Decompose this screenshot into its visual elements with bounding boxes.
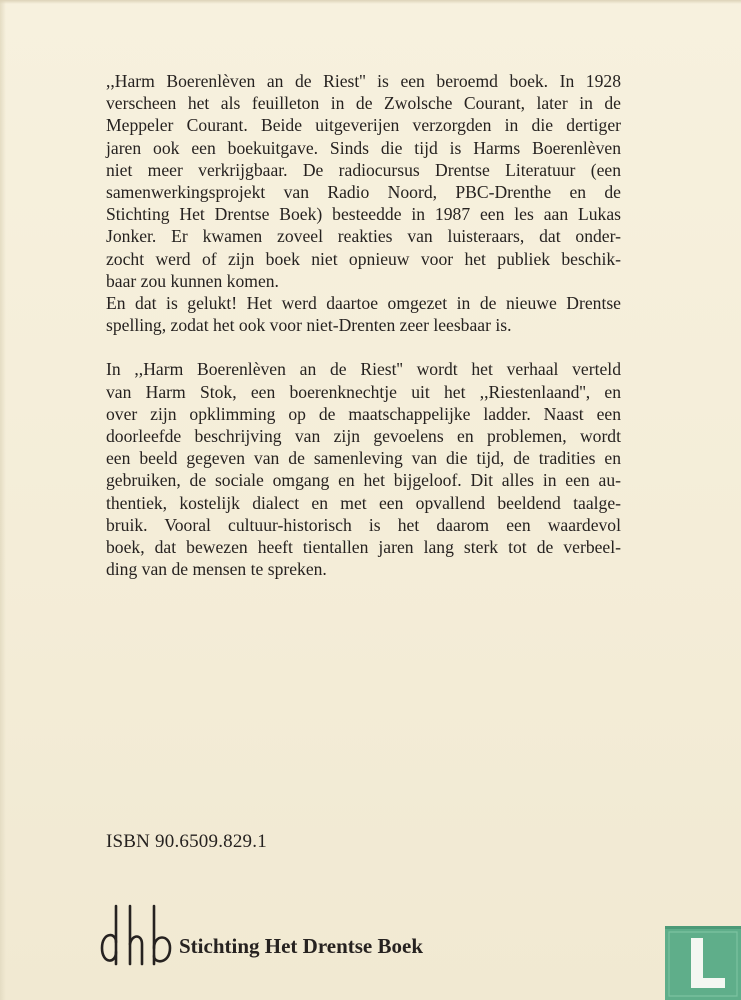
text-line: over zijn opklimming op de maatschappelijke ladder. Naast een [106, 403, 621, 424]
text-line: Stichting Het Drentse Boek) besteedde in 1987 een les aan Lukas [106, 204, 621, 225]
text-line: bruik. Vooral cultuur-historisch is het daarom een waardevol [106, 514, 621, 535]
text-line: In ,,Harm Boerenlèven an de Riest'' wordt het verhaal verteld [106, 359, 621, 380]
text-line: van Harm Stok, een boerenknechtje uit het ,,Riestenlaand'', en [106, 381, 621, 402]
cover-edge-shadow [0, 0, 6, 1000]
text-line: Jonker. Er kwamen zoveel reakties van luisteraars, dat onder- [106, 226, 621, 247]
publisher-block [96, 898, 516, 968]
blurb-paragraph-1 [106, 70, 621, 292]
text-line: zocht werd of zijn boek niet opnieuw voor het publiek beschik- [106, 248, 621, 269]
text-line: niet meer verkrijgbaar. De radiocursus Drentse Literatuur (een [106, 159, 621, 180]
text-line: ding van de mensen te spreken. [106, 559, 327, 580]
text-line: spelling, zodat het ook voor niet-Drenten zeer leesbaar is. [106, 315, 512, 336]
text-line: boek, dat bewezen heeft tientallen jaren lang sterk tot de verbeel- [106, 537, 621, 558]
text-line: doorleefde beschrijving van zijn gevoelens en problemen, wordt [106, 426, 621, 447]
text-line: gebruiken, de sociale omgang en het bijgeloof. Dit alles in een au- [106, 470, 621, 491]
text-line: jaren ook een boekuitgave. Sinds die tijd is Harms Boerenlèven [106, 137, 621, 158]
lekturama-L-sticker-icon [665, 926, 741, 1000]
cover-top-edge [0, 0, 741, 4]
text-line: ,,Harm Boerenlèven an de Riest'' is een beroemd boek. In 1928 [106, 71, 621, 91]
text-line: een beeld gegeven van de samenleving van die tijd, de tradities en [106, 448, 621, 469]
blurb-paragraph-2 [106, 292, 621, 336]
publisher-name: Stichting Het Drentse Boek [179, 934, 424, 958]
text-line: samenwerkingsprojekt van Radio Noord, PBC-Drenthe en de [106, 182, 621, 203]
isbn-number: ISBN 90.6509.829.1 [106, 831, 267, 852]
text-line: thentiek, kostelijk dialect en met een opvallend beeldend taalge- [106, 492, 621, 513]
blurb-paragraph-3 [106, 358, 621, 580]
text-line: Meppeler Courant. Beide uitgeverijen verzorgden in die dertiger [106, 115, 621, 136]
text-line: verscheen het als feuilleton in de Zwolsche Courant, later in de [106, 93, 621, 114]
dhb-logo-icon [96, 898, 178, 968]
text-line: En dat is gelukt! Het werd daartoe omgezet in de nieuwe Drentse [106, 293, 621, 314]
text-line: baar zou kunnen komen. [106, 270, 279, 291]
blurb-text [106, 70, 621, 580]
paragraph-gap [106, 336, 621, 358]
